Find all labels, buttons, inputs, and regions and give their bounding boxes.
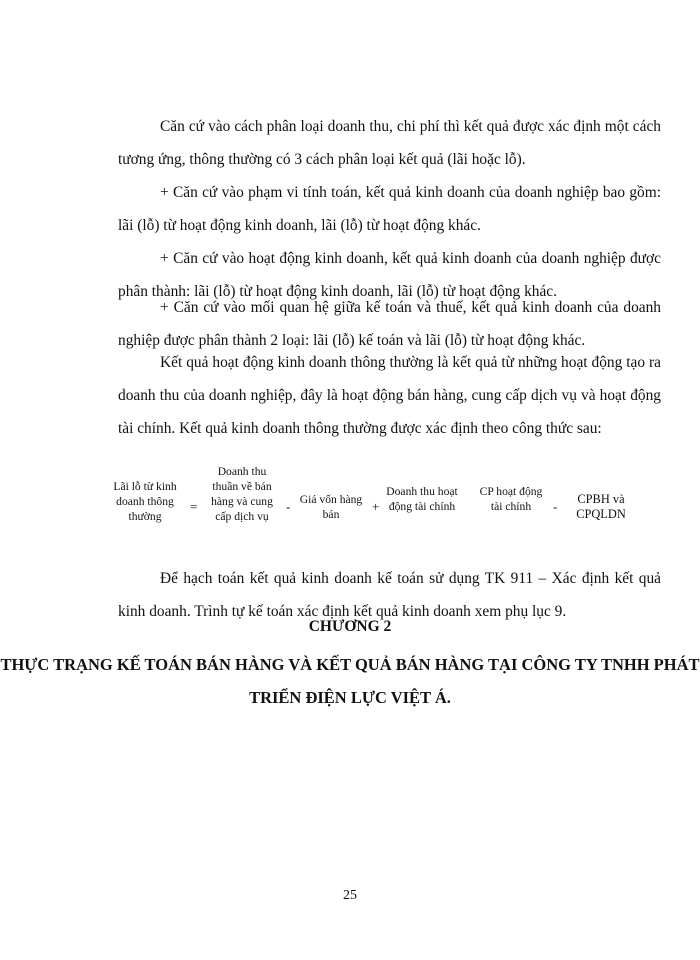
chapter-heading: THỰC TRẠNG KẾ TOÁN BÁN HÀNG VÀ KẾT QUẢ BÁN HÀNG TẠI CÔNG TY TNHH PHÁT TRIỂN ĐIỆN LỰC VIỆT Á.	[0, 655, 700, 707]
formula-term-profit: Lãi lỗ từ kinh doanh thông thường	[113, 480, 177, 523]
formula-term-financial-expense: CP hoạt động tài chính	[479, 485, 543, 513]
formula-operator-minus-1: -	[286, 499, 291, 514]
paragraph-tax: + Căn cứ vào mối quan hệ giữa kế toán và thuế, kết quả kinh doanh của doanh nghiệp được phân thành 2 loại: lãi (lỗ) kế toán và lãi (lỗ) từ hoạt động khác.	[118, 299, 661, 349]
formula-operator-equals: =	[190, 499, 198, 514]
page-number: 25	[343, 888, 357, 903]
formula-term-financial-revenue: Doanh thu hoạt động tài chính	[386, 485, 458, 513]
formula-operator-minus-2: -	[553, 499, 558, 514]
formula-term-cogs: Giá vốn hàng bán	[299, 493, 363, 521]
formula-operator-plus: +	[372, 499, 380, 514]
paragraph-ordinary-result: Kết quả hoạt động kinh doanh thông thường là kết quả từ những hoạt động tạo ra doanh thu của doanh nghiệp, đây là hoạt động bán hàng, cung cấp dịch vụ và hoạt động tài chính. Kết quả kinh doanh thông thường được xác định theo công thức sau:	[118, 354, 661, 437]
formula-term-net-revenue: Doanh thu thuần về bán hàng và cung cấp dịch vụ	[211, 465, 273, 523]
chapter-title: CHƯƠNG 2	[308, 618, 392, 635]
profit-formula	[110, 462, 670, 558]
paragraph-scope: + Căn cứ vào phạm vi tính toán, kết quả kinh doanh của doanh nghiệp bao gồm: lãi (lỗ) từ hoạt động kinh doanh, lãi (lỗ) từ hoạt động khác.	[118, 184, 661, 234]
paragraph-activity: + Căn cứ vào hoạt động kinh doanh, kết quả kinh doanh của doanh nghiệp được phân thành: lãi (lỗ) từ hoạt động kinh doanh, lãi (lỗ) từ hoạt động khác.	[118, 250, 661, 300]
paragraph-intro: Căn cứ vào cách phân loại doanh thu, chi phí thì kết quả được xác định một cách tương ứng, thông thường có 3 cách phân loại kết quả (lãi hoặc lỗ).	[118, 118, 661, 168]
paragraph-account-911: Để hạch toán kết quả kinh doanh kế toán sử dụng TK 911 – Xác định kết quả kinh doanh. Trình tự kế toán xác định kết quả kinh doanh xem phụ lục 9.	[118, 570, 661, 620]
formula-term-selling-admin-expense: CPBH và CPQLDN	[576, 492, 626, 521]
